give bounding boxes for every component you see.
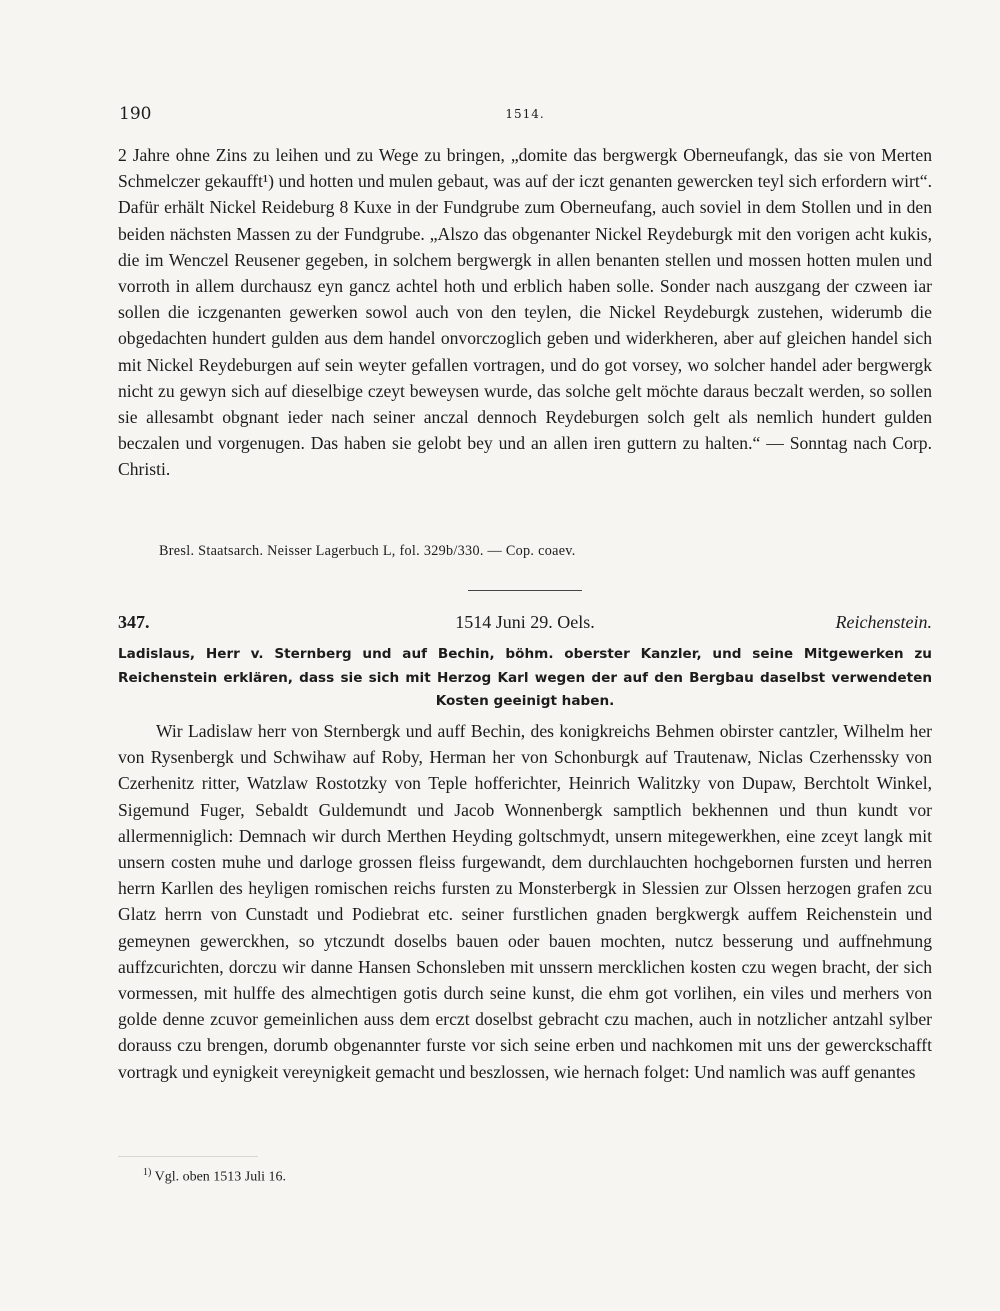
continuation-paragraph: 2 Jahre ohne Zins zu leihen und zu Wege zu bringen, „domite das bergwergk Oberneufangk, das sie von Merten Schmelczer gekaufft¹) und hotten und mulen gebaut, was auf der iczt genanten gewercken teyl sich erfordern wirt“. Dafür erhält Nickel Reideburg 8 Kuxe in der Fundgrube zum Oberneufang, auch soviel in dem Stollen und in den beiden nächsten Massen zu der Fundgrube. „Alszo das obgenanter Nickel Reydeburgk mit den vorigen acht kukis, die im Wenczel Reusener gegeben, in solchem bergwergk in allen benanten stellen und mossen hotten mulen und vorroth in allem durchausz eyn gancz achtel hoth und erblich haben solle. Sonder nach auszgang der czween iar sollen die iczgenanten gewerken sowol auch von den teylen, die Nickel Reydeburgk zustehen, widerumb die obgedachten hundert gulden aus dem handel onvorczoglich geben und widerkheren, aber auf gleichen handel sich mit Nickel Reydeburgen auf sein weyter gefallen vortragen, und do got vorsey, wo solcher handel ader bergwergk nicht zu gewyn sich auf dieselbige czeyt beweysen wurde, das solche gelt möchte daraus beczalt werden, so sollen sie allesambt obgnant ieder nach seiner anczal dennoch Reydeburgen solch gelt als nemlich hundert gulden beczalen und vorgenugen. Das haben sie gelobt bey und an allen iren guttern zu halten.“ — Sonntag nach Corp. Christi. (118, 145, 932, 480)
running-head: 1514. (505, 107, 545, 121)
footnote-marker: 1) (143, 1167, 152, 1178)
section-divider (468, 590, 582, 591)
footnote-text: Vgl. oben 1513 Juli 16. (151, 1169, 287, 1185)
source-citation: Bresl. Staatsarch. Neisser Lagerbuch L, fol. 329b/330. — Cop. coaev. (159, 543, 576, 559)
document-heading (118, 612, 932, 638)
document-place: Reichenstein. (835, 612, 932, 632)
footnote (143, 1167, 286, 1186)
page-header (119, 104, 931, 126)
document-number: 347. (118, 612, 150, 632)
footnote-divider (118, 1156, 258, 1157)
page-number: 190 (119, 104, 152, 124)
document-summary: Ladislaus, Herr v. Sternberg und auf Bechin, böhm. oberster Kanzler, und seine Mitgewerken zu Reichenstein erklären, dass sie sich mit Herzog Karl wegen der auf den Bergbau daselbst verwendeten Kosten geeinigt haben. (118, 646, 932, 709)
document-date: 1514 Juni 29. Oels. (455, 612, 595, 632)
document-text: Wir Ladislaw herr von Sternbergk und auff Bechin, des konigkreichs Behmen obirster cantzler, Wilhelm her von Rysenbergk und Schwihaw auf Roby, Herman her von Schonburgk auf Trautenaw, Niclas Czerhenssky von Czerhenitz ritter, Watzlaw Rostotzky von Teple hofferichter, Heinrich Walitzky von Dupaw, Berchtolt Winkel, Sigemund Fuger, Sebaldt Guldemundt und Jacob Wonnenbergk samptlich bekhennen und thun kundt vor allermenniglich: Demnach wir durch Merthen Heyding goltschmydt, unsern mitegewerkhen, eine zceyt langk mit unsern costen muhe und darloge grossen fleiss furgewandt, dem durchlauchten hochgebornen fursten und herren herrn Karllen des heyligen romischen reichs fursten zu Monsterbergk in Slessien zur Olssen herzogen grafen zcu Glatz herrn von Cunstadt und Podiebrat etc. seiner furstlichen gnaden bergkwergk auffem Reichenstein und gemeynen gewerckhen, so ytczundt doselbs bauen oder bauen mochten, nutcz besserung und auffnehmung auffzcurichten, dorczu wir danne Hansen Schonsleben mit unssern mercklichen kosten czu wegen bracht, der sich vormessen, mit hulffe des almechtigen gotis durch seine kunst, die ehm got vorlihen, ein viles und merhers von golde denne zcuvor gemeinlichen auss dem erczt doselbst gebracht czu machen, auch in notzlicher antzahl sylber dorauss czu brengen, dorumb obgenannter furste vor sich seine erben und nachkomen mit uns der gewerckschafft vortragk und eynigkeit vereynigkeit gemacht und beszlossen, wie hernach folget: Und namlich was auff genantes (118, 721, 932, 1082)
